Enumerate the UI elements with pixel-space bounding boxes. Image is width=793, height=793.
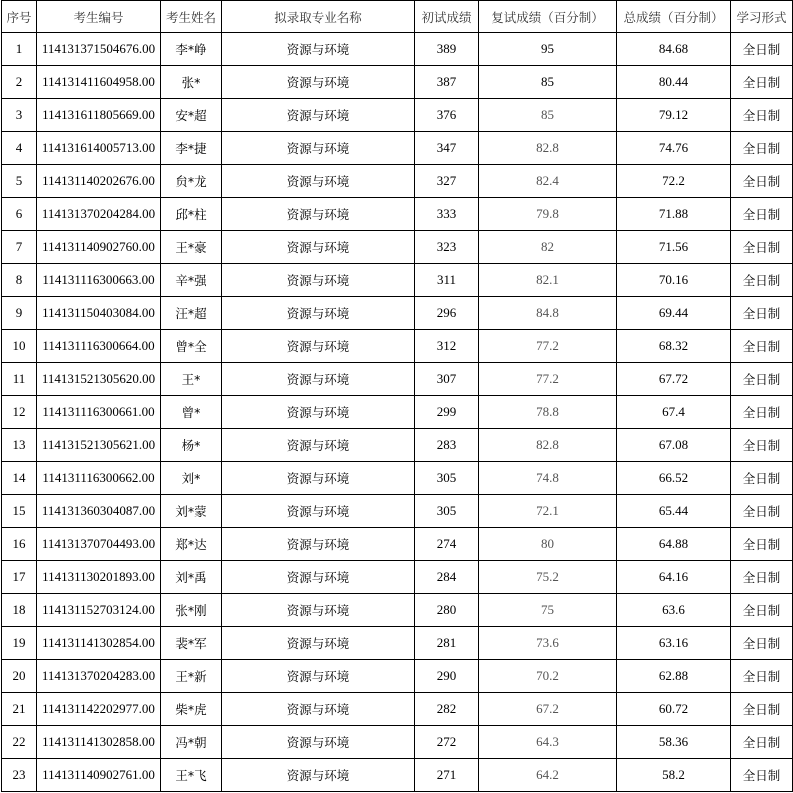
row-initial-score: 305 bbox=[415, 495, 479, 528]
table-row bbox=[2, 528, 793, 561]
row-candidate-name: 王* bbox=[161, 363, 222, 396]
table-row bbox=[2, 33, 793, 66]
row-candidate-id: 114131150403084.00 bbox=[37, 297, 161, 330]
row-retest-score: 67.2 bbox=[479, 693, 617, 726]
row-major: 资源与环境 bbox=[222, 165, 415, 198]
row-total-score: 60.72 bbox=[617, 693, 731, 726]
row-candidate-name: 裴*军 bbox=[161, 627, 222, 660]
row-initial-score: 311 bbox=[415, 264, 479, 297]
row-major: 资源与环境 bbox=[222, 528, 415, 561]
row-major: 资源与环境 bbox=[222, 363, 415, 396]
row-total-score: 69.44 bbox=[617, 297, 731, 330]
row-retest-score: 64.2 bbox=[479, 759, 617, 792]
row-serial-no: 12 bbox=[2, 396, 37, 429]
row-major: 资源与环境 bbox=[222, 627, 415, 660]
row-candidate-id: 114131611805669.00 bbox=[37, 99, 161, 132]
row-retest-score: 82.8 bbox=[479, 429, 617, 462]
row-candidate-id: 114131371504676.00 bbox=[37, 33, 161, 66]
header-row bbox=[2, 1, 793, 33]
row-candidate-id: 114131140902761.00 bbox=[37, 759, 161, 792]
row-retest-score: 75 bbox=[479, 594, 617, 627]
table-header bbox=[2, 1, 793, 33]
row-candidate-id: 114131140902760.00 bbox=[37, 231, 161, 264]
table-row bbox=[2, 594, 793, 627]
row-candidate-name: 曾* bbox=[161, 396, 222, 429]
row-serial-no: 4 bbox=[2, 132, 37, 165]
row-major: 资源与环境 bbox=[222, 198, 415, 231]
row-candidate-id: 114131116300661.00 bbox=[37, 396, 161, 429]
row-total-score: 71.88 bbox=[617, 198, 731, 231]
table-row bbox=[2, 330, 793, 363]
row-study-mode: 全日制 bbox=[731, 429, 793, 462]
row-serial-no: 9 bbox=[2, 297, 37, 330]
row-study-mode: 全日制 bbox=[731, 396, 793, 429]
row-retest-score: 72.1 bbox=[479, 495, 617, 528]
row-candidate-name: 李*捷 bbox=[161, 132, 222, 165]
table-row bbox=[2, 99, 793, 132]
row-major: 资源与环境 bbox=[222, 561, 415, 594]
row-initial-score: 271 bbox=[415, 759, 479, 792]
row-retest-score: 77.2 bbox=[479, 330, 617, 363]
row-study-mode: 全日制 bbox=[731, 363, 793, 396]
row-study-mode: 全日制 bbox=[731, 693, 793, 726]
row-candidate-id: 114131370204283.00 bbox=[37, 660, 161, 693]
row-total-score: 70.16 bbox=[617, 264, 731, 297]
row-candidate-name: 刘*禹 bbox=[161, 561, 222, 594]
row-total-score: 74.76 bbox=[617, 132, 731, 165]
row-candidate-name: 李*峥 bbox=[161, 33, 222, 66]
row-study-mode: 全日制 bbox=[731, 495, 793, 528]
row-total-score: 71.56 bbox=[617, 231, 731, 264]
row-retest-score: 75.2 bbox=[479, 561, 617, 594]
row-candidate-id: 114131370704493.00 bbox=[37, 528, 161, 561]
row-total-score: 67.4 bbox=[617, 396, 731, 429]
row-initial-score: 290 bbox=[415, 660, 479, 693]
row-initial-score: 389 bbox=[415, 33, 479, 66]
table-row bbox=[2, 429, 793, 462]
row-candidate-id: 114131370204284.00 bbox=[37, 198, 161, 231]
row-candidate-id: 114131141302854.00 bbox=[37, 627, 161, 660]
row-study-mode: 全日制 bbox=[731, 33, 793, 66]
table-row bbox=[2, 264, 793, 297]
row-study-mode: 全日制 bbox=[731, 594, 793, 627]
row-total-score: 65.44 bbox=[617, 495, 731, 528]
row-candidate-id: 114131140202676.00 bbox=[37, 165, 161, 198]
row-candidate-id: 114131614005713.00 bbox=[37, 132, 161, 165]
row-retest-score: 82.4 bbox=[479, 165, 617, 198]
row-initial-score: 299 bbox=[415, 396, 479, 429]
row-serial-no: 20 bbox=[2, 660, 37, 693]
table-row bbox=[2, 165, 793, 198]
row-candidate-id: 114131141302858.00 bbox=[37, 726, 161, 759]
table-row bbox=[2, 627, 793, 660]
row-serial-no: 7 bbox=[2, 231, 37, 264]
row-initial-score: 280 bbox=[415, 594, 479, 627]
row-candidate-name: 张*刚 bbox=[161, 594, 222, 627]
row-initial-score: 323 bbox=[415, 231, 479, 264]
header-retest-score: 复试成绩（百分制） bbox=[479, 1, 617, 33]
row-study-mode: 全日制 bbox=[731, 231, 793, 264]
row-candidate-id: 114131130201893.00 bbox=[37, 561, 161, 594]
row-major: 资源与环境 bbox=[222, 330, 415, 363]
row-initial-score: 305 bbox=[415, 462, 479, 495]
row-major: 资源与环境 bbox=[222, 66, 415, 99]
row-retest-score: 84.8 bbox=[479, 297, 617, 330]
row-total-score: 63.6 bbox=[617, 594, 731, 627]
row-initial-score: 296 bbox=[415, 297, 479, 330]
table-row bbox=[2, 198, 793, 231]
row-retest-score: 82 bbox=[479, 231, 617, 264]
row-retest-score: 82.1 bbox=[479, 264, 617, 297]
row-candidate-name: 刘* bbox=[161, 462, 222, 495]
row-retest-score: 79.8 bbox=[479, 198, 617, 231]
row-serial-no: 14 bbox=[2, 462, 37, 495]
row-serial-no: 15 bbox=[2, 495, 37, 528]
row-candidate-name: 王*豪 bbox=[161, 231, 222, 264]
row-total-score: 72.2 bbox=[617, 165, 731, 198]
row-serial-no: 16 bbox=[2, 528, 37, 561]
row-major: 资源与环境 bbox=[222, 495, 415, 528]
table-row bbox=[2, 561, 793, 594]
row-initial-score: 312 bbox=[415, 330, 479, 363]
row-candidate-id: 114131360304087.00 bbox=[37, 495, 161, 528]
table-row bbox=[2, 396, 793, 429]
row-total-score: 84.68 bbox=[617, 33, 731, 66]
row-retest-score: 74.8 bbox=[479, 462, 617, 495]
row-serial-no: 18 bbox=[2, 594, 37, 627]
row-candidate-name: 王*飞 bbox=[161, 759, 222, 792]
row-total-score: 58.2 bbox=[617, 759, 731, 792]
row-study-mode: 全日制 bbox=[731, 759, 793, 792]
table-row bbox=[2, 726, 793, 759]
row-serial-no: 11 bbox=[2, 363, 37, 396]
header-study-mode: 学习形式 bbox=[731, 1, 793, 33]
row-study-mode: 全日制 bbox=[731, 99, 793, 132]
row-serial-no: 1 bbox=[2, 33, 37, 66]
row-candidate-id: 114131116300663.00 bbox=[37, 264, 161, 297]
header-total-score: 总成绩（百分制） bbox=[617, 1, 731, 33]
row-retest-score: 80 bbox=[479, 528, 617, 561]
row-initial-score: 376 bbox=[415, 99, 479, 132]
row-candidate-name: 王*新 bbox=[161, 660, 222, 693]
row-total-score: 68.32 bbox=[617, 330, 731, 363]
row-retest-score: 85 bbox=[479, 99, 617, 132]
admission-score-table bbox=[1, 0, 793, 792]
row-initial-score: 327 bbox=[415, 165, 479, 198]
row-study-mode: 全日制 bbox=[731, 66, 793, 99]
row-serial-no: 5 bbox=[2, 165, 37, 198]
row-candidate-name: 冯*朝 bbox=[161, 726, 222, 759]
row-study-mode: 全日制 bbox=[731, 264, 793, 297]
row-initial-score: 307 bbox=[415, 363, 479, 396]
row-total-score: 58.36 bbox=[617, 726, 731, 759]
row-major: 资源与环境 bbox=[222, 33, 415, 66]
row-serial-no: 17 bbox=[2, 561, 37, 594]
row-serial-no: 3 bbox=[2, 99, 37, 132]
table-row bbox=[2, 132, 793, 165]
row-retest-score: 77.2 bbox=[479, 363, 617, 396]
table-row bbox=[2, 462, 793, 495]
table-row bbox=[2, 495, 793, 528]
row-total-score: 62.88 bbox=[617, 660, 731, 693]
row-initial-score: 281 bbox=[415, 627, 479, 660]
row-study-mode: 全日制 bbox=[731, 462, 793, 495]
row-candidate-name: 安*超 bbox=[161, 99, 222, 132]
row-major: 资源与环境 bbox=[222, 231, 415, 264]
row-candidate-id: 114131116300664.00 bbox=[37, 330, 161, 363]
table-row bbox=[2, 231, 793, 264]
row-candidate-name: 郑*达 bbox=[161, 528, 222, 561]
row-initial-score: 387 bbox=[415, 66, 479, 99]
row-candidate-name: 张* bbox=[161, 66, 222, 99]
row-serial-no: 8 bbox=[2, 264, 37, 297]
row-serial-no: 10 bbox=[2, 330, 37, 363]
row-total-score: 66.52 bbox=[617, 462, 731, 495]
row-study-mode: 全日制 bbox=[731, 132, 793, 165]
row-major: 资源与环境 bbox=[222, 660, 415, 693]
header-candidate-id: 考生编号 bbox=[37, 1, 161, 33]
row-serial-no: 19 bbox=[2, 627, 37, 660]
row-study-mode: 全日制 bbox=[731, 726, 793, 759]
row-total-score: 64.88 bbox=[617, 528, 731, 561]
table-row bbox=[2, 660, 793, 693]
row-candidate-name: 邱*柱 bbox=[161, 198, 222, 231]
row-serial-no: 22 bbox=[2, 726, 37, 759]
row-major: 资源与环境 bbox=[222, 264, 415, 297]
row-major: 资源与环境 bbox=[222, 396, 415, 429]
row-major: 资源与环境 bbox=[222, 726, 415, 759]
row-candidate-id: 114131521305621.00 bbox=[37, 429, 161, 462]
row-candidate-id: 114131142202977.00 bbox=[37, 693, 161, 726]
row-candidate-name: 曾*全 bbox=[161, 330, 222, 363]
row-serial-no: 13 bbox=[2, 429, 37, 462]
row-serial-no: 21 bbox=[2, 693, 37, 726]
row-study-mode: 全日制 bbox=[731, 561, 793, 594]
row-serial-no: 6 bbox=[2, 198, 37, 231]
row-major: 资源与环境 bbox=[222, 759, 415, 792]
row-major: 资源与环境 bbox=[222, 99, 415, 132]
table-row bbox=[2, 297, 793, 330]
row-retest-score: 70.2 bbox=[479, 660, 617, 693]
row-candidate-name: 柴*虎 bbox=[161, 693, 222, 726]
row-study-mode: 全日制 bbox=[731, 330, 793, 363]
header-initial-score: 初试成绩 bbox=[415, 1, 479, 33]
row-total-score: 64.16 bbox=[617, 561, 731, 594]
row-total-score: 79.12 bbox=[617, 99, 731, 132]
row-candidate-name: 贠*龙 bbox=[161, 165, 222, 198]
row-candidate-id: 114131521305620.00 bbox=[37, 363, 161, 396]
row-major: 资源与环境 bbox=[222, 297, 415, 330]
table-row bbox=[2, 363, 793, 396]
row-candidate-id: 114131152703124.00 bbox=[37, 594, 161, 627]
row-initial-score: 283 bbox=[415, 429, 479, 462]
row-major: 资源与环境 bbox=[222, 594, 415, 627]
row-study-mode: 全日制 bbox=[731, 198, 793, 231]
row-total-score: 67.08 bbox=[617, 429, 731, 462]
row-initial-score: 333 bbox=[415, 198, 479, 231]
table-row bbox=[2, 693, 793, 726]
row-study-mode: 全日制 bbox=[731, 297, 793, 330]
row-initial-score: 272 bbox=[415, 726, 479, 759]
header-major: 拟录取专业名称 bbox=[222, 1, 415, 33]
row-major: 资源与环境 bbox=[222, 429, 415, 462]
row-initial-score: 282 bbox=[415, 693, 479, 726]
row-study-mode: 全日制 bbox=[731, 627, 793, 660]
table-row bbox=[2, 759, 793, 792]
row-candidate-id: 114131116300662.00 bbox=[37, 462, 161, 495]
row-retest-score: 64.3 bbox=[479, 726, 617, 759]
row-serial-no: 2 bbox=[2, 66, 37, 99]
table-row bbox=[2, 66, 793, 99]
row-candidate-id: 114131411604958.00 bbox=[37, 66, 161, 99]
row-total-score: 63.16 bbox=[617, 627, 731, 660]
row-retest-score: 85 bbox=[479, 66, 617, 99]
row-candidate-name: 汪*超 bbox=[161, 297, 222, 330]
row-initial-score: 274 bbox=[415, 528, 479, 561]
table-body bbox=[2, 33, 793, 792]
row-serial-no: 23 bbox=[2, 759, 37, 792]
header-candidate-name: 考生姓名 bbox=[161, 1, 222, 33]
row-retest-score: 78.8 bbox=[479, 396, 617, 429]
row-study-mode: 全日制 bbox=[731, 660, 793, 693]
row-retest-score: 82.8 bbox=[479, 132, 617, 165]
row-retest-score: 73.6 bbox=[479, 627, 617, 660]
row-initial-score: 347 bbox=[415, 132, 479, 165]
row-study-mode: 全日制 bbox=[731, 165, 793, 198]
header-serial-no: 序号 bbox=[2, 1, 37, 33]
row-candidate-name: 杨* bbox=[161, 429, 222, 462]
row-initial-score: 284 bbox=[415, 561, 479, 594]
row-total-score: 80.44 bbox=[617, 66, 731, 99]
row-total-score: 67.72 bbox=[617, 363, 731, 396]
row-major: 资源与环境 bbox=[222, 462, 415, 495]
row-study-mode: 全日制 bbox=[731, 528, 793, 561]
row-major: 资源与环境 bbox=[222, 693, 415, 726]
row-candidate-name: 刘*蒙 bbox=[161, 495, 222, 528]
row-retest-score: 95 bbox=[479, 33, 617, 66]
row-major: 资源与环境 bbox=[222, 132, 415, 165]
row-candidate-name: 辛*强 bbox=[161, 264, 222, 297]
